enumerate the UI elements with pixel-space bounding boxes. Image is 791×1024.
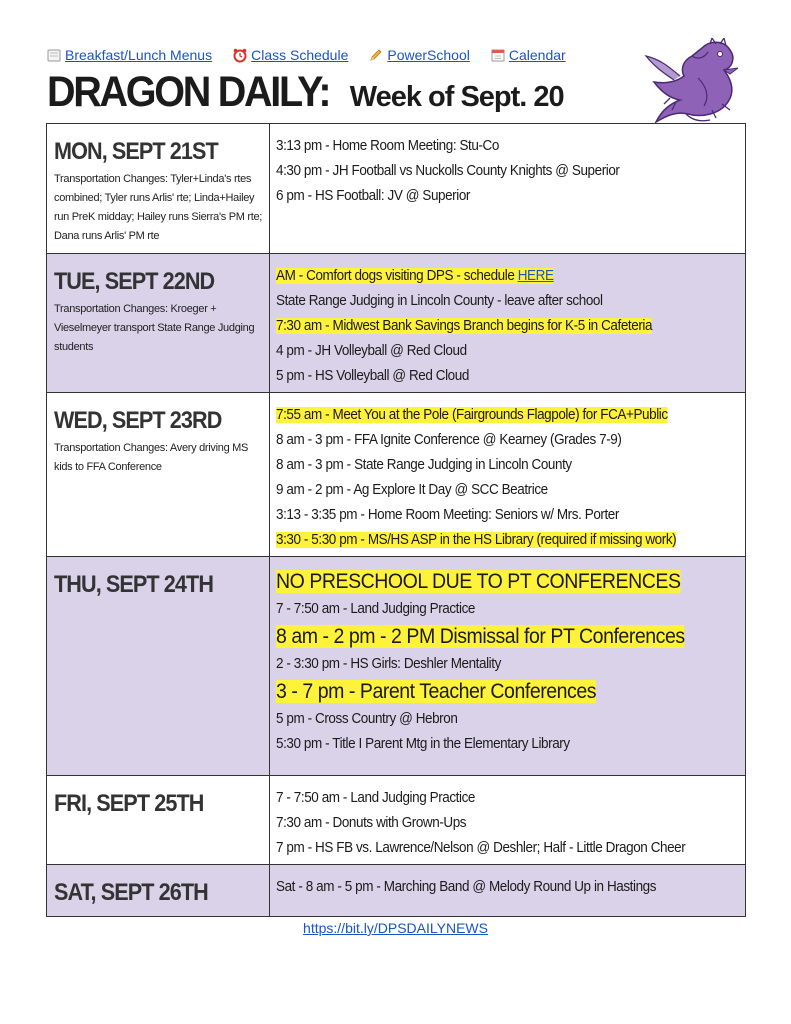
event-item-highlighted: 8 am - 2 pm - 2 PM Dismissal for PT Conferences [275,625,685,648]
event-item-highlighted: 3 - 7 pm - Parent Teacher Conferences [275,680,596,703]
event-item: 7:30 am - Donuts with Grown-Ups [275,815,466,831]
nav-link-powerschool[interactable]: PowerSchool [387,47,470,63]
alarm-clock-icon [232,47,248,63]
day-cell [47,254,270,393]
nav-item-class-schedule[interactable] [232,47,348,63]
day-cell [47,124,270,254]
event-item: 7 pm - HS FB vs. Lawrence/Nelson @ Deshler; Half - Little Dragon Cheer [275,840,685,856]
events-cell [269,393,746,557]
event-item: 8 am - 3 pm - FFA Ignite Conference @ Kearney (Grades 7-9) [275,432,621,448]
day-name: WED, SEPT 23RD [54,407,222,434]
footer [0,920,791,936]
schedule-row-tue [47,254,746,393]
event-item: 4 pm - JH Volleyball @ Red Cloud [275,343,467,359]
page-header [47,68,564,117]
day-cell [47,393,270,557]
events-cell [269,124,746,254]
footer-news-link[interactable]: https://bit.ly/DPSDAILYNEWS [303,920,488,936]
schedule-row-wed [47,393,746,557]
event-item: 2 - 3:30 pm - HS Girls: Deshler Mentality [275,656,501,672]
day-name: TUE, SEPT 22ND [54,268,215,295]
event-item: 3:13 pm - Home Room Meeting: Stu-Co [275,138,499,154]
events-cell [269,557,746,776]
transportation-note: Transportation Changes: Tyler+Linda's rtes combined; Tyler runs Arlis' rte; Linda+Hailey run PreK midday; Hailey runs Sierra's PM rte; Dana runs Arlis' PM rte [54,173,263,242]
schedule-row-sat [47,865,746,917]
day-cell [47,776,270,865]
event-item: 8 am - 3 pm - State Range Judging in Lincoln County [275,457,572,473]
nav-link-calendar[interactable]: Calendar [508,47,566,63]
nav-item-calendar[interactable] [490,47,566,63]
nav-item-powerschool[interactable] [368,47,470,63]
page-subtitle: Week of Sept. 20 [349,81,564,113]
day-name: MON, SEPT 21ST [54,138,218,165]
event-item: 3:13 - 3:35 pm - Home Room Meeting: Seniors w/ Mrs. Porter [275,507,619,523]
day-cell [47,557,270,776]
event-item-highlighted: 7:30 am - Midwest Bank Savings Branch begins for K-5 in Cafeteria [275,318,652,334]
nav-item-menus[interactable] [46,47,212,63]
event-item: State Range Judging in Lincoln County - leave after school [275,293,603,309]
event-item-highlighted: AM - Comfort dogs visiting DPS - schedule HERE [275,268,554,284]
nav-link-menus[interactable]: Breakfast/Lunch Menus [65,47,213,63]
event-item: 5:30 pm - Title I Parent Mtg in the Elementary Library [275,736,570,752]
event-item: 7 - 7:50 am - Land Judging Practice [275,601,475,617]
event-item-highlighted: 3:30 - 5:30 pm - MS/HS ASP in the HS Library (required if missing work) [275,532,676,548]
transportation-note: Transportation Changes: Avery driving MS kids to FFA Conference [54,442,249,473]
nav-link-class-schedule[interactable]: Class Schedule [251,47,349,63]
day-name: SAT, SEPT 26TH [54,879,208,906]
schedule-row-thu [47,557,746,776]
event-item: 5 pm - Cross Country @ Hebron [275,711,457,727]
event-item: Sat - 8 am - 5 pm - Marching Band @ Melody Round Up in Hastings [275,879,656,895]
calendar-icon [490,47,506,63]
event-item: 7 - 7:50 am - Land Judging Practice [275,790,475,806]
event-item-highlighted: 7:55 am - Meet You at the Pole (Fairgrounds Flagpole) for FCA+Public [275,407,668,423]
day-cell [47,865,270,917]
event-item: 6 pm - HS Football: JV @ Superior [275,188,470,204]
day-name: FRI, SEPT 25TH [54,790,204,817]
transportation-note: Transportation Changes: Kroeger + Vieselmeyer transport State Range Judging students [54,303,255,353]
dragon-mascot-logo [640,38,744,128]
events-cell [269,776,746,865]
schedule-row-fri [47,776,746,865]
schedule-row-mon [47,124,746,254]
schedule-here-link[interactable]: HERE [517,268,554,284]
event-item: 4:30 pm - JH Football vs Nuckolls County Knights @ Superior [275,163,620,179]
event-item-highlighted: NO PRESCHOOL DUE TO PT CONFERENCES [275,570,681,593]
weekly-schedule-table [46,123,746,917]
events-cell [269,254,746,393]
event-item: 5 pm - HS Volleyball @ Red Cloud [275,368,469,384]
page-title: DRAGON DAILY: [47,68,330,116]
events-cell [269,865,746,917]
menu-icon [46,47,62,63]
event-item: 9 am - 2 pm - Ag Explore It Day @ SCC Beatrice [275,482,548,498]
quick-links-bar [46,45,586,65]
day-name: THU, SEPT 24TH [54,571,214,598]
pencil-icon [368,47,384,63]
